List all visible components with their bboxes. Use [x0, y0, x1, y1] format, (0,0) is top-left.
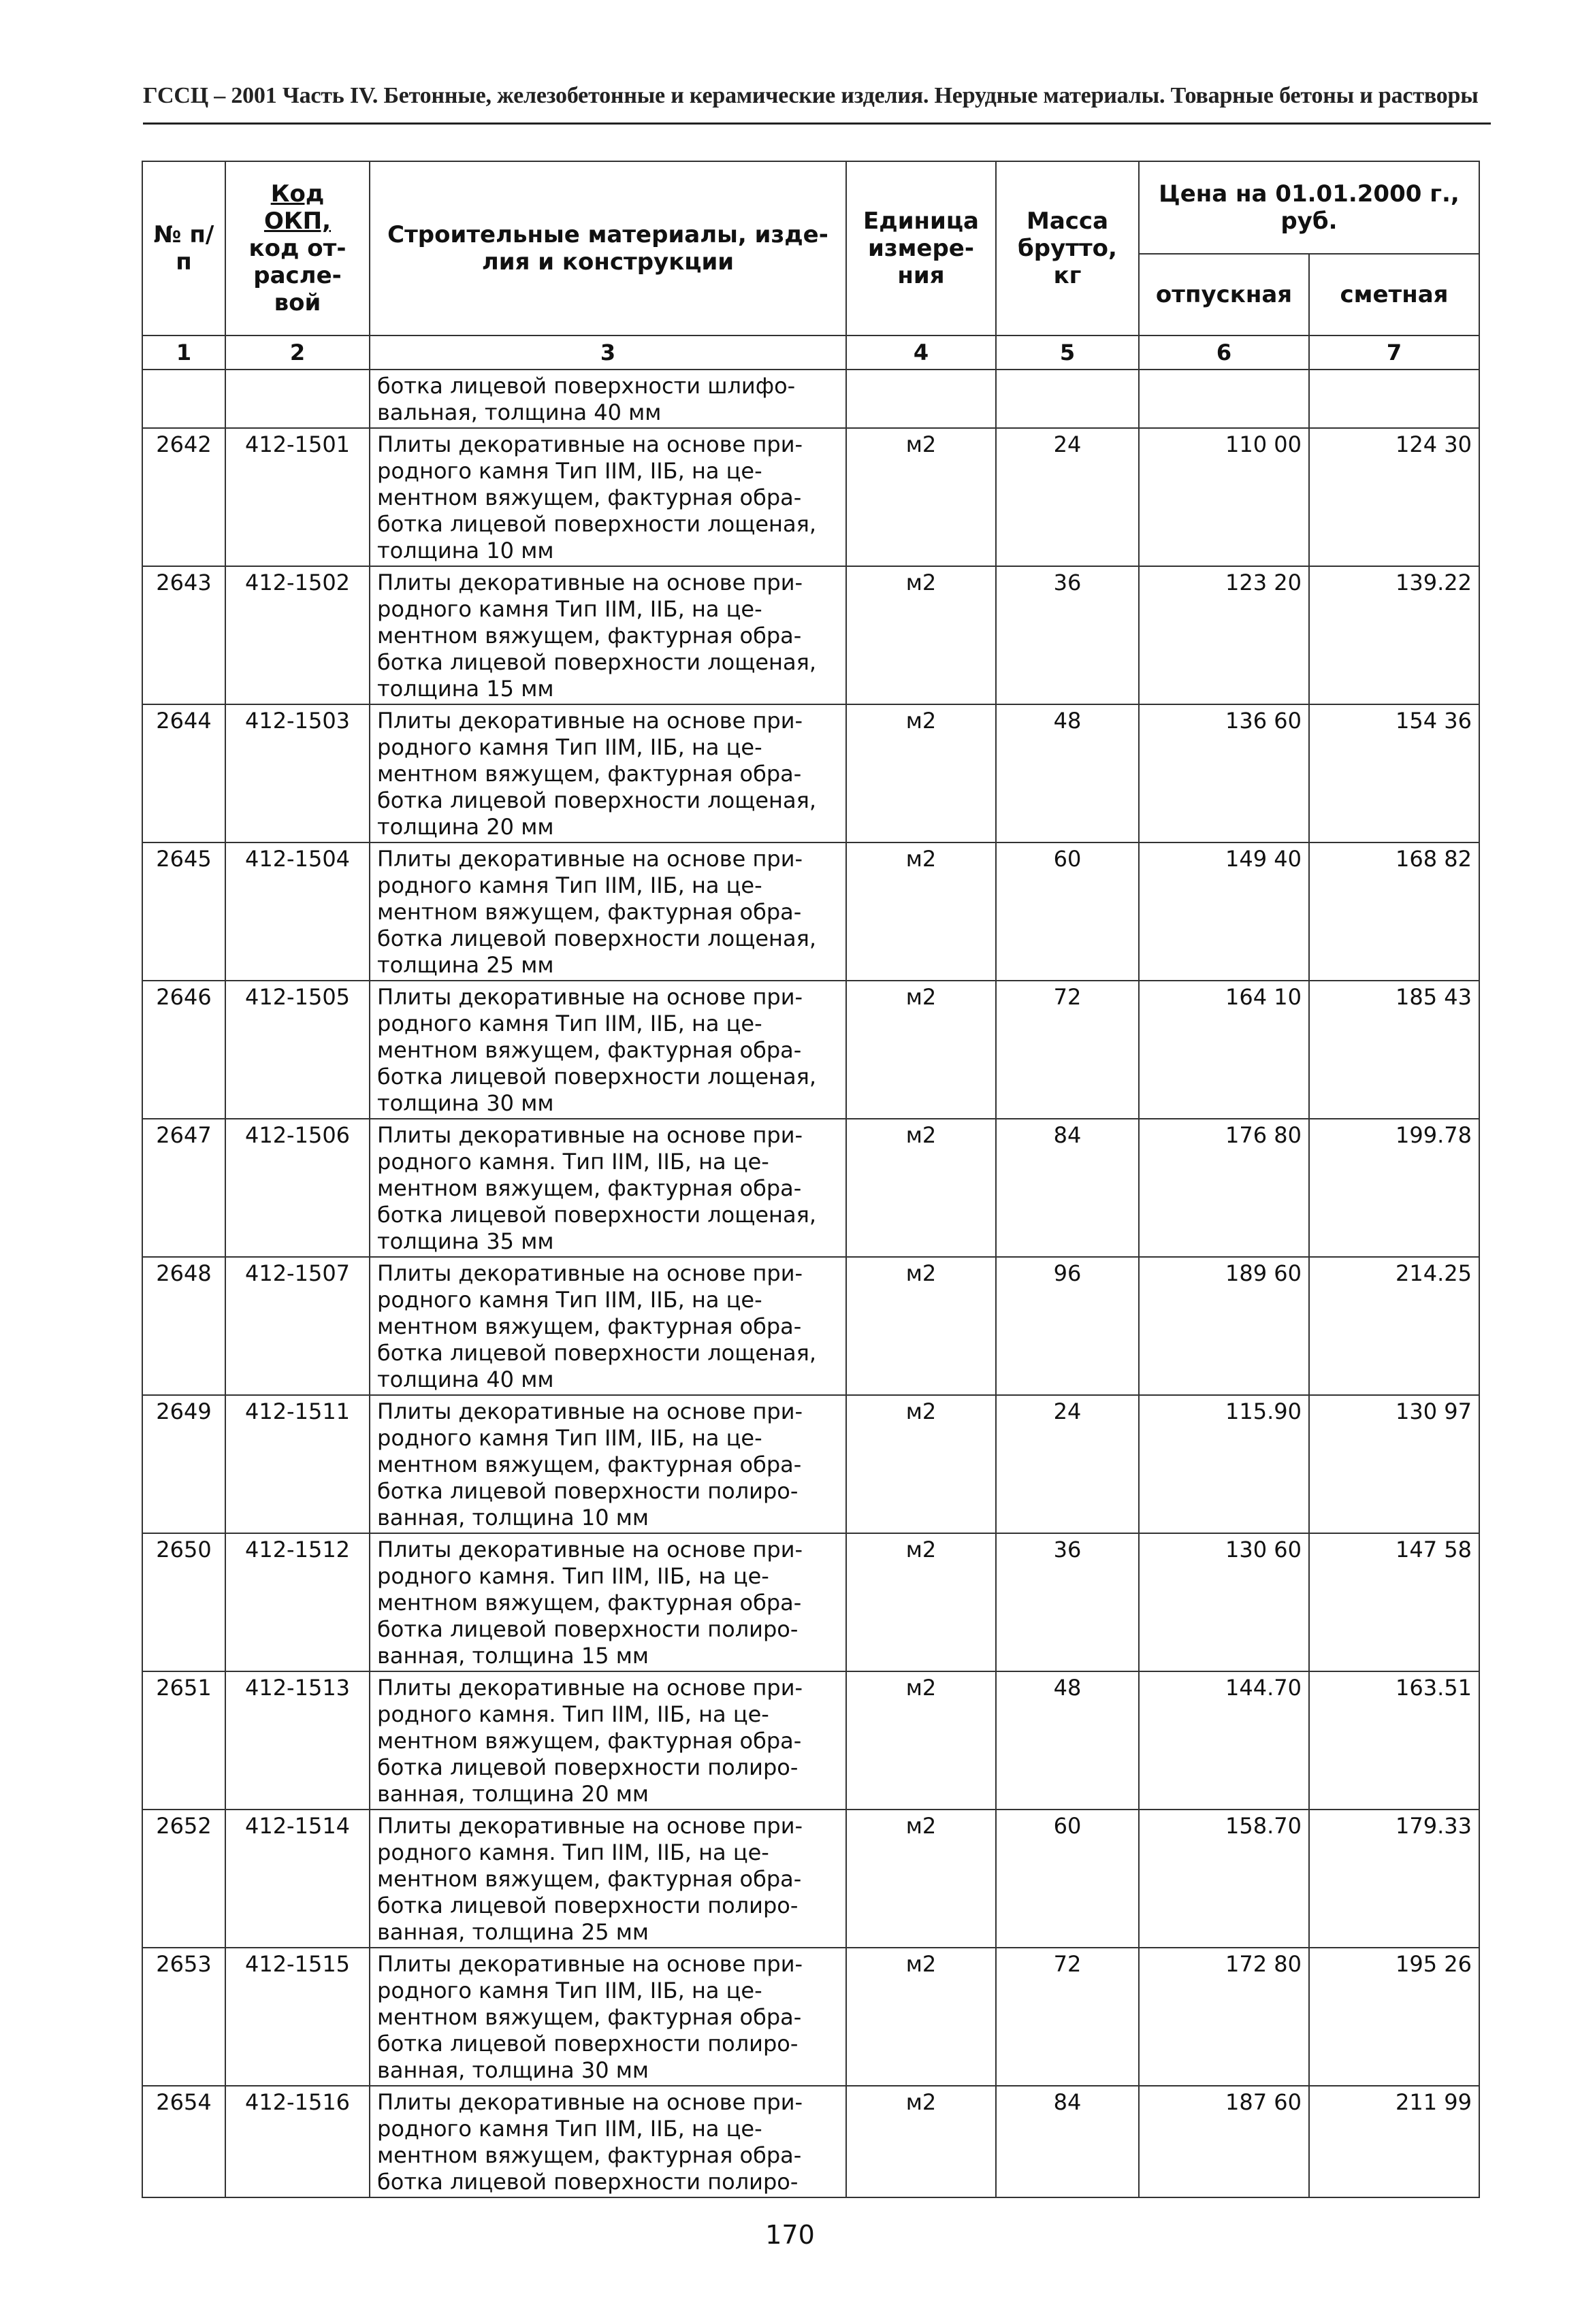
cell-unit: м2 — [846, 428, 996, 566]
cell-unit: м2 — [846, 981, 996, 1119]
desc-line: толщина 40 мм — [377, 1366, 554, 1392]
page-number: 170 — [765, 2220, 815, 2250]
desc-line: ботка лицевой поверхности полиро- — [377, 1478, 799, 1504]
cell-code: 412-1513 — [225, 1671, 370, 1810]
cell-mass: 48 — [996, 1671, 1139, 1810]
cell-unit: м2 — [846, 1257, 996, 1395]
cell-unit: м2 — [846, 1671, 996, 1810]
cell-price-estimate: 214.25 — [1309, 1257, 1479, 1395]
col-number: 4 — [846, 335, 996, 370]
cell-mass: 84 — [996, 1119, 1139, 1257]
desc-line: ботка лицевой поверхности шлифо- — [377, 373, 796, 399]
table-row — [142, 1948, 1479, 2086]
desc-line: ботка лицевой поверхности полиро- — [377, 1754, 799, 1780]
desc-line: родного камня Тип IIМ, IIБ, на це- — [377, 596, 762, 622]
cell-desc — [370, 842, 846, 981]
desc-line: Плиты декоративные на основе при- — [377, 1951, 803, 1977]
col-number: 1 — [142, 335, 225, 370]
desc-line: родного камня Тип IIМ, IIБ, на це- — [377, 458, 762, 484]
desc-line: ментном вяжущем, фактурная обра- — [377, 1590, 802, 1616]
desc-line: толщина 25 мм — [377, 952, 554, 978]
cell-unit: м2 — [846, 566, 996, 704]
cell-desc — [370, 1257, 846, 1395]
col-number: 2 — [225, 335, 370, 370]
desc-line: толщина 35 мм — [377, 1228, 554, 1254]
cell-num: 2653 — [142, 1948, 225, 2086]
cell-code: 412-1507 — [225, 1257, 370, 1395]
desc-line: ментном вяжущем, фактурная обра- — [377, 2142, 802, 2168]
desc-line: ботка лицевой поверхности полиро- — [377, 2169, 799, 2195]
cell-num — [142, 370, 225, 428]
cell-price-estimate: 147 58 — [1309, 1533, 1479, 1671]
cell-code: 412-1502 — [225, 566, 370, 704]
desc-line: ботка лицевой поверхности лощеная, — [377, 787, 816, 813]
desc-line: ботка лицевой поверхности полиро- — [377, 1616, 799, 1642]
cell-code: 412-1512 — [225, 1533, 370, 1671]
cell-desc — [370, 1395, 846, 1533]
page-header: ГССЦ – 2001 Часть IV. Бетонные, железобетонные и керамические изделия. Нерудные материалы. Товарные бетоны и растворы — [143, 83, 1479, 108]
cell-price-release: 110 00 — [1139, 428, 1309, 566]
cell-unit: м2 — [846, 1119, 996, 1257]
desc-line: ментном вяжущем, фактурная обра- — [377, 485, 802, 510]
cell-code — [225, 370, 370, 428]
table-row — [142, 704, 1479, 842]
cell-price-release: 164 10 — [1139, 981, 1309, 1119]
cell-num: 2651 — [142, 1671, 225, 1810]
cell-price-release: 189 60 — [1139, 1257, 1309, 1395]
cell-code: 412-1506 — [225, 1119, 370, 1257]
cell-num: 2649 — [142, 1395, 225, 1533]
header-rule — [143, 122, 1491, 125]
col-number: 6 — [1139, 335, 1309, 370]
desc-line: Плиты декоративные на основе при- — [377, 431, 803, 457]
desc-line: родного камня Тип IIМ, IIБ, на це- — [377, 1011, 762, 1036]
cell-price-estimate: 185 43 — [1309, 981, 1479, 1119]
desc-line: родного камня. Тип IIМ, IIБ, на це- — [377, 1563, 769, 1589]
cell-price-release: 149 40 — [1139, 842, 1309, 981]
desc-line: родного камня Тип IIМ, IIБ, на це- — [377, 2116, 762, 2142]
desc-line: родного камня Тип IIМ, IIБ, на це- — [377, 1978, 762, 2003]
desc-line: родного камня. Тип IIМ, IIБ, на це- — [377, 1839, 769, 1865]
cell-unit: м2 — [846, 2086, 996, 2197]
cell-num: 2642 — [142, 428, 225, 566]
table-row — [142, 2086, 1479, 2197]
table-row — [142, 981, 1479, 1119]
col-header-code-line5: вой — [274, 289, 321, 316]
cell-price-estimate: 139.22 — [1309, 566, 1479, 704]
cell-desc — [370, 370, 846, 428]
table-row — [142, 1533, 1479, 1671]
cell-desc — [370, 566, 846, 704]
column-number-row — [142, 335, 1479, 370]
cell-mass: 84 — [996, 2086, 1139, 2197]
cell-unit — [846, 370, 996, 428]
cell-price-release: 172 80 — [1139, 1948, 1309, 2086]
cell-price-release: 176 80 — [1139, 1119, 1309, 1257]
desc-line: ботка лицевой поверхности лощеная, — [377, 649, 816, 675]
cell-mass — [996, 370, 1139, 428]
desc-line: ментном вяжущем, фактурная обра- — [377, 1452, 802, 1477]
desc-line: толщина 15 мм — [377, 676, 554, 702]
cell-price-estimate: 199.78 — [1309, 1119, 1479, 1257]
cell-desc — [370, 981, 846, 1119]
cell-code: 412-1505 — [225, 981, 370, 1119]
table-row — [142, 1671, 1479, 1810]
desc-line: Плиты декоративные на основе при- — [377, 1260, 803, 1286]
cell-num: 2654 — [142, 2086, 225, 2197]
desc-line: Плиты декоративные на основе при- — [377, 708, 803, 734]
desc-line: ботка лицевой поверхности лощеная, — [377, 1340, 816, 1366]
cell-price-release: 123 20 — [1139, 566, 1309, 704]
cell-desc — [370, 1533, 846, 1671]
cell-mass: 36 — [996, 1533, 1139, 1671]
cell-price-release: 115.90 — [1139, 1395, 1309, 1533]
desc-line: ванная, толщина 20 мм — [377, 1781, 649, 1807]
cell-price-release: 187 60 — [1139, 2086, 1309, 2197]
cell-price-release: 136 60 — [1139, 704, 1309, 842]
desc-line: ботка лицевой поверхности лощеная, — [377, 926, 816, 951]
desc-line: Плиты декоративные на основе при- — [377, 2089, 803, 2115]
desc-line: Плиты декоративные на основе при- — [377, 1675, 803, 1701]
cell-desc — [370, 428, 846, 566]
cell-price-release — [1139, 370, 1309, 428]
cell-num: 2652 — [142, 1810, 225, 1948]
col-header-desc: Строительные материалы, изде-лия и конструкции — [370, 161, 846, 335]
desc-line: ментном вяжущем, фактурная обра- — [377, 899, 802, 925]
cell-code: 412-1515 — [225, 1948, 370, 2086]
cell-desc — [370, 1948, 846, 2086]
cell-num: 2644 — [142, 704, 225, 842]
desc-line: ментном вяжущем, фактурная обра- — [377, 1866, 802, 1892]
cell-price-estimate: 195 26 — [1309, 1948, 1479, 2086]
desc-line: ванная, толщина 10 мм — [377, 1505, 649, 1531]
cell-price-release: 130 60 — [1139, 1533, 1309, 1671]
cell-mass: 48 — [996, 704, 1139, 842]
cell-code: 412-1503 — [225, 704, 370, 842]
desc-line: родного камня Тип IIМ, IIБ, на це- — [377, 1287, 762, 1313]
col-number: 7 — [1309, 335, 1479, 370]
col-number: 3 — [370, 335, 846, 370]
table-row — [142, 1395, 1479, 1533]
desc-line: родного камня Тип IIМ, IIБ, на це- — [377, 734, 762, 760]
price-table — [142, 161, 1480, 2198]
cell-price-release: 144.70 — [1139, 1671, 1309, 1810]
col-header-num: № п/п — [142, 161, 225, 335]
desc-line: ментном вяжущем, фактурная обра- — [377, 1175, 802, 1201]
cell-unit: м2 — [846, 842, 996, 981]
cell-num: 2650 — [142, 1533, 225, 1671]
cell-price-estimate — [1309, 370, 1479, 428]
col-header-price-release: отпускная — [1139, 254, 1309, 335]
cell-num: 2646 — [142, 981, 225, 1119]
col-header-code-line2: ОКП, — [263, 208, 332, 235]
cell-unit: м2 — [846, 1533, 996, 1671]
cell-mass: 60 — [996, 842, 1139, 981]
desc-line: родного камня. Тип IIМ, IIБ, на це- — [377, 1701, 769, 1727]
desc-line: ментном вяжущем, фактурная обра- — [377, 1728, 802, 1754]
col-number: 5 — [996, 335, 1139, 370]
desc-line: ванная, толщина 15 мм — [377, 1643, 649, 1669]
desc-line: толщина 30 мм — [377, 1090, 554, 1116]
desc-line: родного камня Тип IIМ, IIБ, на це- — [377, 872, 762, 898]
cell-num: 2647 — [142, 1119, 225, 1257]
desc-line: ботка лицевой поверхности лощеная, — [377, 1202, 816, 1228]
table-row — [142, 1119, 1479, 1257]
cell-price-estimate: 179.33 — [1309, 1810, 1479, 1948]
desc-line: ванная, толщина 25 мм — [377, 1919, 649, 1945]
col-header-unit: Единица измере-ния — [846, 161, 996, 335]
cell-mass: 72 — [996, 1948, 1139, 2086]
cell-desc — [370, 2086, 846, 2197]
cell-price-estimate: 124 30 — [1309, 428, 1479, 566]
desc-line: родного камня Тип IIМ, IIБ, на це- — [377, 1425, 762, 1451]
cell-unit: м2 — [846, 1948, 996, 2086]
table-row — [142, 428, 1479, 566]
cell-price-estimate: 163.51 — [1309, 1671, 1479, 1810]
desc-line: Плиты декоративные на основе при- — [377, 984, 803, 1010]
desc-line: вальная, толщина 40 мм — [377, 399, 662, 425]
cell-desc — [370, 704, 846, 842]
desc-line: ботка лицевой поверхности лощеная, — [377, 1064, 816, 1090]
col-header-code-line3: код от- — [248, 235, 346, 262]
desc-line: Плиты декоративные на основе при- — [377, 1537, 803, 1562]
desc-line: Плиты декоративные на основе при- — [377, 1398, 803, 1424]
desc-line: ментном вяжущем, фактурная обра- — [377, 623, 802, 649]
desc-line: ванная, толщина 30 мм — [377, 2057, 649, 2083]
cell-desc — [370, 1671, 846, 1810]
cell-num: 2643 — [142, 566, 225, 704]
cell-code: 412-1504 — [225, 842, 370, 981]
cell-code: 412-1511 — [225, 1395, 370, 1533]
cell-num: 2648 — [142, 1257, 225, 1395]
table-row — [142, 842, 1479, 981]
cell-mass: 60 — [996, 1810, 1139, 1948]
cell-unit: м2 — [846, 1395, 996, 1533]
table-row — [142, 566, 1479, 704]
desc-line: ментном вяжущем, фактурная обра- — [377, 761, 802, 787]
desc-line: толщина 10 мм — [377, 538, 554, 563]
desc-line: родного камня. Тип IIМ, IIБ, на це- — [377, 1149, 769, 1175]
cell-mass: 24 — [996, 1395, 1139, 1533]
col-header-mass: Масса брутто, кг — [996, 161, 1139, 335]
desc-line: ботка лицевой поверхности лощеная, — [377, 511, 816, 537]
table-row — [142, 1810, 1479, 1948]
header-row — [142, 161, 1479, 254]
continuation-row — [142, 370, 1479, 428]
col-header-code-line1: Код — [270, 180, 325, 208]
col-header-price-estimate: сметная — [1309, 254, 1479, 335]
cell-unit: м2 — [846, 704, 996, 842]
desc-line: Плиты декоративные на основе при- — [377, 1813, 803, 1839]
desc-line: ментном вяжущем, фактурная обра- — [377, 1037, 802, 1063]
desc-line: Плиты декоративные на основе при- — [377, 846, 803, 872]
cell-code: 412-1501 — [225, 428, 370, 566]
cell-mass: 24 — [996, 428, 1139, 566]
col-header-code-line4: расле- — [253, 262, 342, 289]
cell-price-estimate: 168 82 — [1309, 842, 1479, 981]
cell-price-estimate: 211 99 — [1309, 2086, 1479, 2197]
desc-line: толщина 20 мм — [377, 814, 554, 840]
desc-line: Плиты декоративные на основе при- — [377, 570, 803, 595]
cell-code: 412-1514 — [225, 1810, 370, 1948]
cell-price-estimate: 130 97 — [1309, 1395, 1479, 1533]
cell-mass: 72 — [996, 981, 1139, 1119]
desc-line: ментном вяжущем, фактурная обра- — [377, 2004, 802, 2030]
cell-desc — [370, 1810, 846, 1948]
col-header-price: Цена на 01.01.2000 г., руб. — [1139, 161, 1479, 254]
cell-desc — [370, 1119, 846, 1257]
desc-line: Плиты декоративные на основе при- — [377, 1122, 803, 1148]
cell-code: 412-1516 — [225, 2086, 370, 2197]
cell-mass: 36 — [996, 566, 1139, 704]
desc-line: ботка лицевой поверхности полиро- — [377, 2031, 799, 2057]
desc-line: ботка лицевой поверхности полиро- — [377, 1893, 799, 1918]
col-header-code — [225, 161, 370, 335]
table-row — [142, 1257, 1479, 1395]
desc-line: ментном вяжущем, фактурная обра- — [377, 1313, 802, 1339]
cell-mass: 96 — [996, 1257, 1139, 1395]
table-body — [142, 370, 1479, 2197]
cell-price-release: 158.70 — [1139, 1810, 1309, 1948]
cell-price-estimate: 154 36 — [1309, 704, 1479, 842]
cell-unit: м2 — [846, 1810, 996, 1948]
cell-num: 2645 — [142, 842, 225, 981]
